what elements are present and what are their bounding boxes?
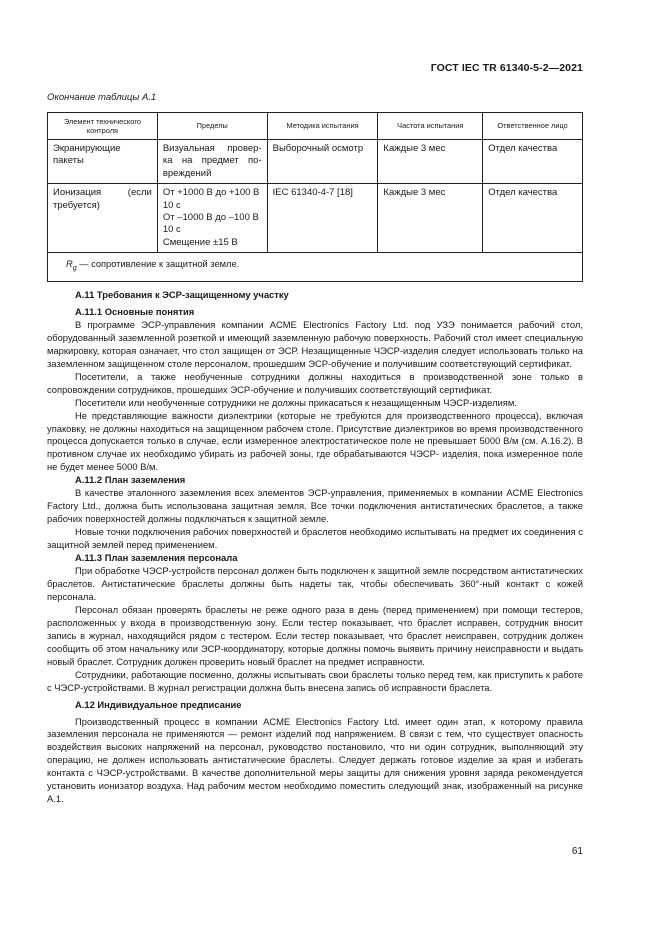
cell-line: Визуальная провер-: [162, 143, 262, 154]
paragraph: Сотрудники, работающие посменно, должны испытывать свои браслеты только перед тем, как приступить к работе с ЧЭСР-устройствами. В журнал регистрации должна быть внесена запись об исправности браслета.: [47, 668, 583, 693]
cell-element: [48, 140, 158, 184]
cell-limits: [157, 140, 267, 184]
column-header: Методика испытания: [267, 113, 378, 140]
cell-element: [48, 184, 158, 253]
note-text: — сопротивление к защитной земле.: [76, 259, 240, 270]
column-header: Пределы: [157, 113, 267, 140]
paragraph: В программе ЭСР-управления компании ACME Electronics Factory Ltd. под УЗЭ понимается рабочий стол, оборудованный заземленной розеткой и имеющий заземленную рабочую поверхность. Рабочий стол имеет специальную маркировку, которая означает, что стол защищен от ЭСР. Незащищенные ЧЭСР-изделия следует использовать только на заземленном защищенном столе персоналом, прошедшим ЭСР-обучение и получившим соответствующий сертификат.: [47, 318, 583, 369]
table-note: [48, 253, 583, 281]
paragraph: Персонал обязан проверять браслеты не реже одного раза в день (перед применением) при помощи тестеров, расположенных у входа в производственную зону. Если тестер показывает, что браслет исправен, сотрудник вносит запись в журнал, находящийся рядом с тестером. Если тестер показывает, что браслет неисправен, сотрудник должен сообщить об этом начальнику или ЭСР-координатору, которые должны помочь выявить причину неисправности и выдать новый браслет. Сотрудник должен проверить новый браслет на предмет исправности.: [47, 603, 583, 667]
paragraph: Посетители или необученные сотрудники не должны прикасаться к незащищенным ЧЭСР-изделиям.: [75, 396, 517, 408]
resistance-symbol: $R_g$: [66, 259, 77, 273]
section-heading: А.12 Индивидуальное предписание: [75, 698, 242, 710]
table-header-row: [48, 113, 583, 140]
cell-line: Смещение ±15 В: [162, 236, 238, 248]
cell-line: 10 с: [162, 199, 181, 211]
page-number: 61: [571, 846, 583, 857]
column-header: Частота испытания: [378, 113, 483, 140]
table-row: [48, 140, 583, 184]
subsection-heading: А.11.2 План заземления: [75, 474, 186, 486]
cell-limits: [157, 184, 267, 253]
cell-line: От –1000 В до –100 В: [162, 212, 259, 224]
cell-line: 10 с: [162, 224, 181, 236]
cell-line: ка на предмет по-: [162, 155, 262, 167]
table-row: [48, 184, 583, 253]
paragraph: Посетители, а также необученные сотрудники должны находиться в производственной зоне только в сопровождении сотрудников, прошедших ЭСР-обучение и получивших соответствующий сертификат.: [47, 370, 583, 395]
paragraph: Производственный процесс в компании ACME Electronics Factory Ltd. имеет один этап, к которому правила заземления персонала не применяются — ремонт изделий под напряжением. В связи с тем, что существует опасность воздействия высоких напряжений на персонал, руководство постановило, что ни один сотрудник, выполняющий эту операцию, не должен использовать антистатические браслеты. Следует держать готовое изделие за края и избегать контакта с ЧЭСР-устройствами. В качестве дополнительной меры защиты для снижения уровня заряда рекомендуется установить ионизатор воздуха. Над рабочим местом необходимо поместить следующий знак, изображенный на рисунке А.1.: [47, 715, 583, 805]
cell-responsible: Отдел качества: [483, 140, 583, 184]
cell-frequency: Каждые 3 мес: [378, 184, 483, 253]
column-header: Элемент технического контроля: [48, 113, 158, 140]
cell-line: Экранирующие пакеты: [53, 143, 121, 167]
document-body: [47, 285, 583, 806]
cell-method: Выборочный осмотр: [267, 140, 378, 184]
cell-line: От +1000 В до +100 В: [162, 187, 260, 199]
cell-line: Ионизация (если: [53, 187, 152, 199]
paragraph: Новые точки подключения рабочих поверхностей и браслетов необходимо испытывать на предмет их соединения с защитной землей перед применением.: [47, 526, 583, 551]
paragraph: При обработке ЧЭСР-устройств персонал должен быть подключен к защитной земле посредством антистатических браслетов. Антистатические браслеты должны быть надеты так, чтобы обеспечивать 360°-ный контакт с кожей персонала.: [47, 565, 583, 602]
cell-line: вреждений: [162, 167, 212, 179]
paragraph: Не представляющие важности диэлектрики (которые не требуются для производственного процесса), включая упаковку, не должны находиться на защищенном рабочем столе. Присутствие диэлектриков во время производственного процесса допускается только в случае, если измеренное электростатическое поле не превышает 5000 В/м (см. А.16.2). В противном случае их необходимо убирать из рабочей зоны, где обрабатываются ЧЭСР- изделия, пока измеренное поле не будет менее 5000 В/м.: [47, 409, 583, 473]
subsection-heading: А.11.1 Основные понятия: [75, 305, 195, 317]
cell-method: IEC 61340-4-7 [18]: [267, 184, 378, 253]
table-caption: Окончание таблицы А.1: [47, 92, 157, 103]
cell-responsible: Отдел качества: [483, 184, 583, 253]
document-code: ГОСТ IEC TR 61340-5-2—2021: [430, 62, 583, 74]
paragraph: В качестве эталонного заземления всех элементов ЭСР-управления, применяемых в компании ACME Electronics Factory Ltd., должна быть использована защитная земля. Все точки подключения антистатических браслетов, а также рабочих поверхностей должны подключаться к защитной земле.: [47, 487, 583, 525]
table-note-row: [48, 253, 583, 281]
section-heading: А.11 Требования к ЭСР-защищенному участку: [75, 289, 289, 300]
column-header: Ответственное лицо: [483, 113, 583, 140]
subsection-heading: А.11.3 План заземления персонала: [75, 552, 238, 564]
spec-table: [47, 112, 583, 282]
cell-line: требуется): [53, 199, 100, 211]
cell-frequency: Каждые 3 мес: [378, 140, 483, 184]
